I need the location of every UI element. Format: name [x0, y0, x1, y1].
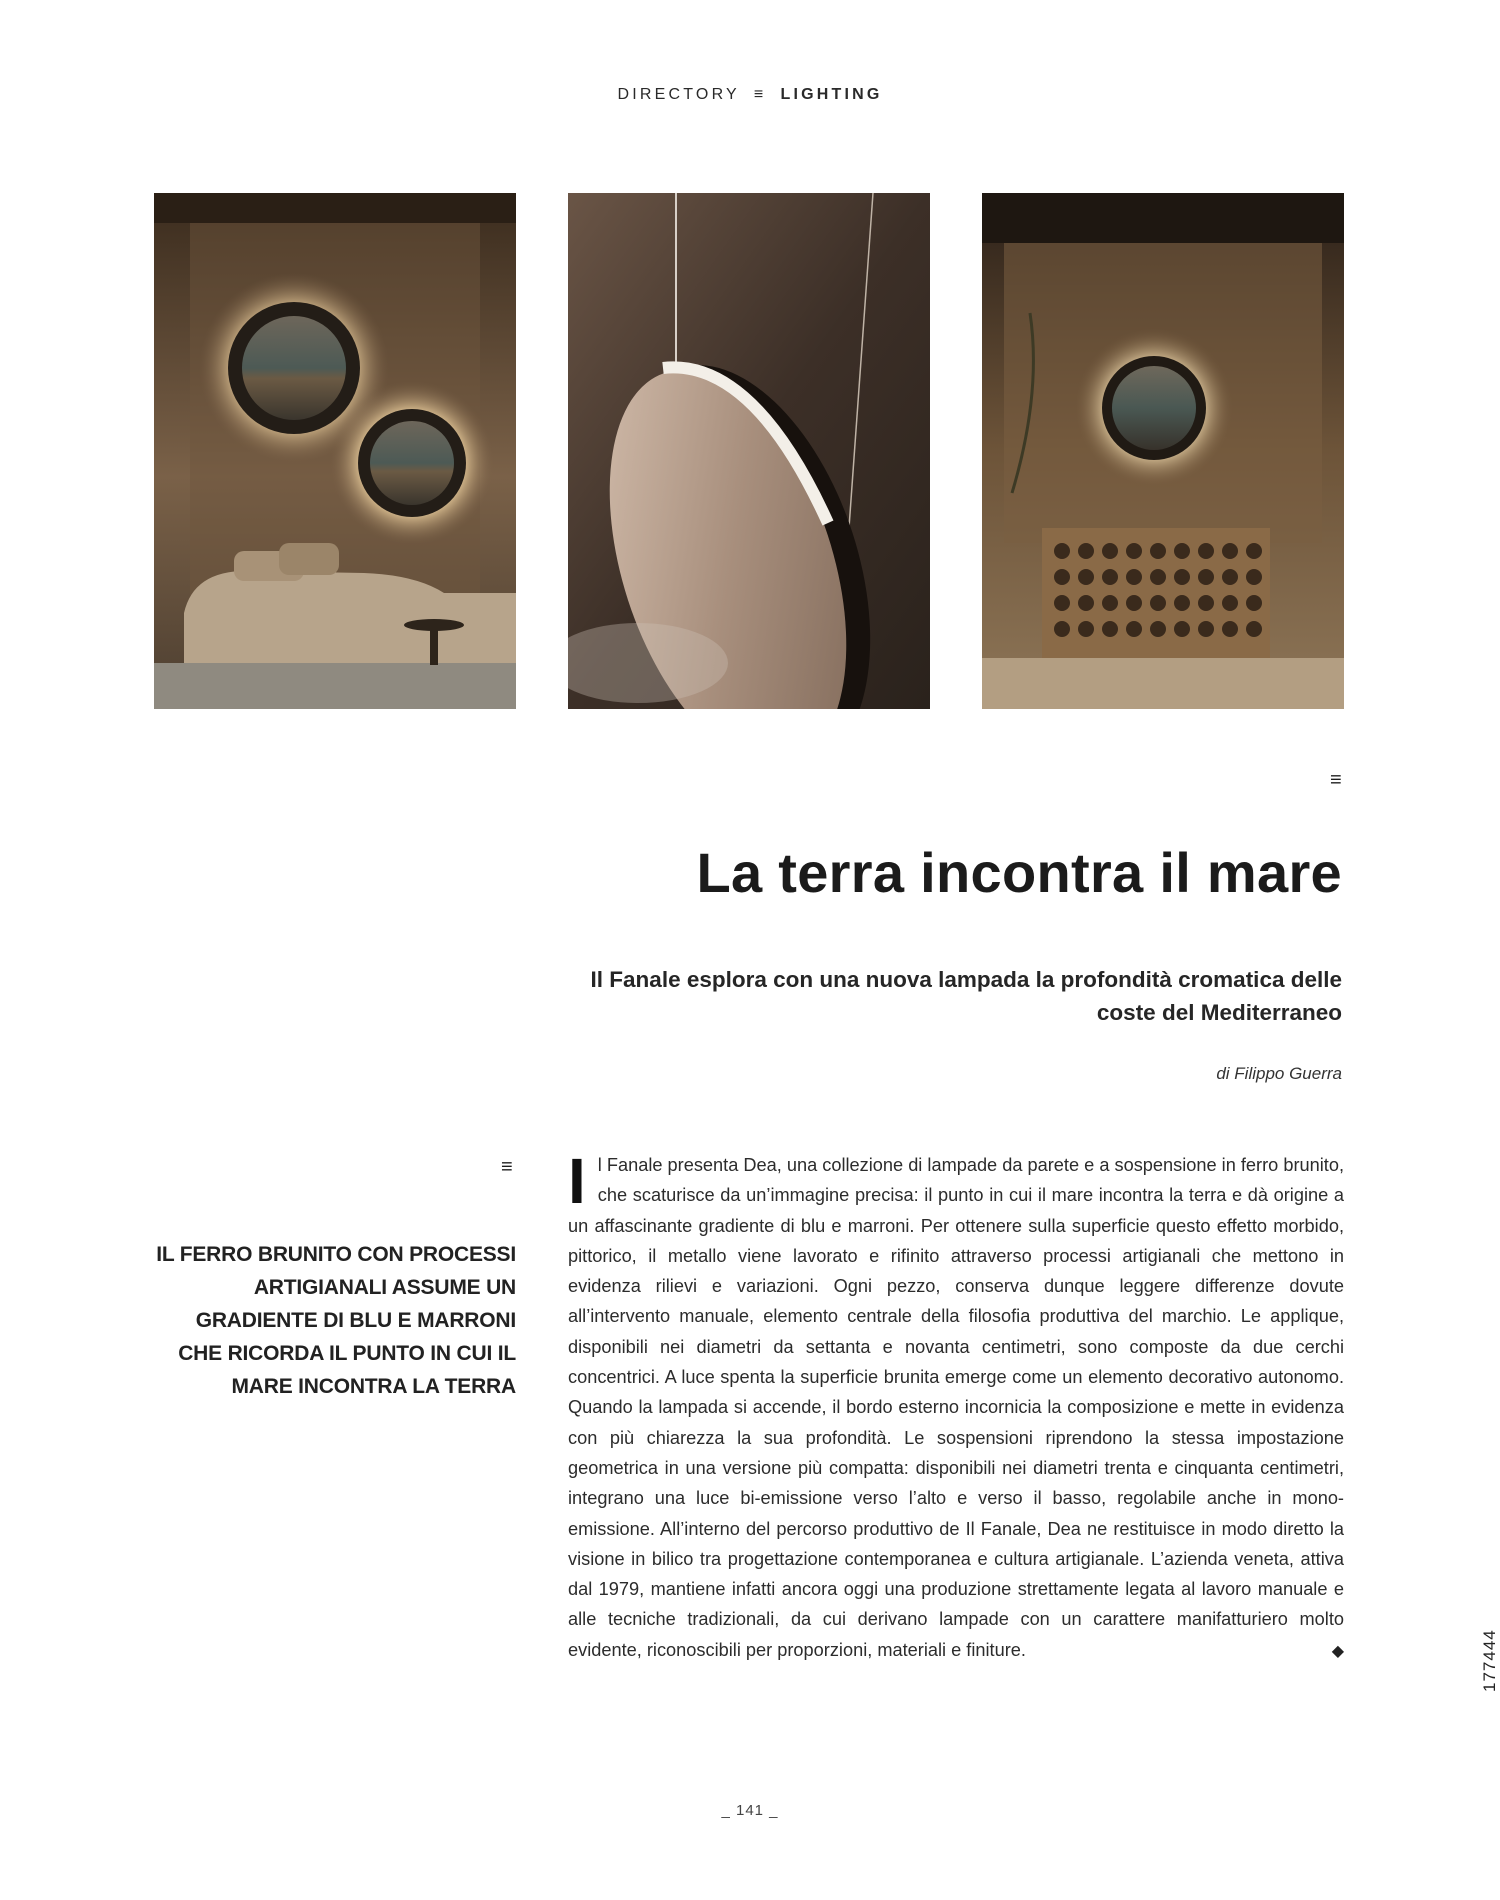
running-header	[0, 86, 1500, 104]
article-title: La terra incontra il mare	[696, 841, 1342, 904]
article-subtitle: Il Fanale esplora con una nuova lampada la profondità cromatica delle coste del Mediterraneo	[590, 967, 1342, 1025]
header-section: DIRECTORY	[617, 86, 740, 103]
side-code: 177444	[1480, 1629, 1499, 1692]
photo-suspension-lamp-detail	[568, 193, 930, 709]
photo-wall-lamps-living-room	[154, 193, 516, 709]
article-body-text: l Fanale presenta Dea, una collezione di lampade da parete e a sospensione in ferro brunito, che scaturisce da un’immagine precisa: il punto in cui il mare incontra la terra e dà origine a un affascinante gradiente di blu e marroni. Per ottenere sulla superficie questo effetto morbido, pittorico, il metallo viene lavorato e rifinito attraverso processi artigianali che mettono in evidenza rilievi e variazioni. Ogni pezzo, conserva dunque leggere differenze dovute all’intervento manuale, elemento centrale della filosofia produttiva del marchio. Le applique, disponibili nei diametri da settanta e novanta centimetri, sono composte da due cerchi concentrici. A luce spenta la superficie brunita emerge come un elemento decorativo autonomo. Quando la lampada si accende, il bordo esterno incornicia la composizione e mette in evidenza con più chiarezza la sua profondità. Le sospensioni riprendono la stessa impostazione geometrica in una versione più compatta: disponibili nei diametri trenta e cinquanta centimetri, integrano una luce bi-emissione verso l’alto e verso il basso, regolabile anche in mono-emissione. All’interno del percorso produttivo de Il Fanale, Dea ne restituisce in modo diretto la visione in bilico tra progettazione contemporanea e cultura artigianale. L’azienda veneta, attiva dal 1979, mantiene infatti ancora oggi una produzione strettamente legata al lavoro manuale e alle tecniche tradizionali, da cui derivano lampade con un carattere manifatturiero molto evidente, riconoscibili per proporzioni, materiali e finiture.	[568, 1155, 1344, 1660]
article-byline: di Filippo Guerra	[1216, 1064, 1342, 1083]
pull-quote: IL FERRO BRUNITO CON PROCESSI ARTIGIANALI ASSUME UN GRADIENTE DI BLU E MARRONI CHE RICORDA IL PUNTO IN CUI IL MARE INCONTRA LA TERRA	[156, 1243, 516, 1398]
end-mark-icon: ◆	[1331, 1643, 1344, 1661]
quote-marker-icon: ≡	[501, 1156, 513, 1178]
drop-cap: I	[568, 1145, 586, 1217]
photo-wall-lamp-console	[982, 193, 1344, 709]
article-body	[568, 1145, 1344, 1667]
header-separator-icon: ≡	[753, 86, 767, 103]
header-category: LIGHTING	[780, 86, 883, 103]
section-marker-icon: ≡	[1330, 769, 1342, 791]
page-number: _ 141 _	[721, 1802, 779, 1819]
